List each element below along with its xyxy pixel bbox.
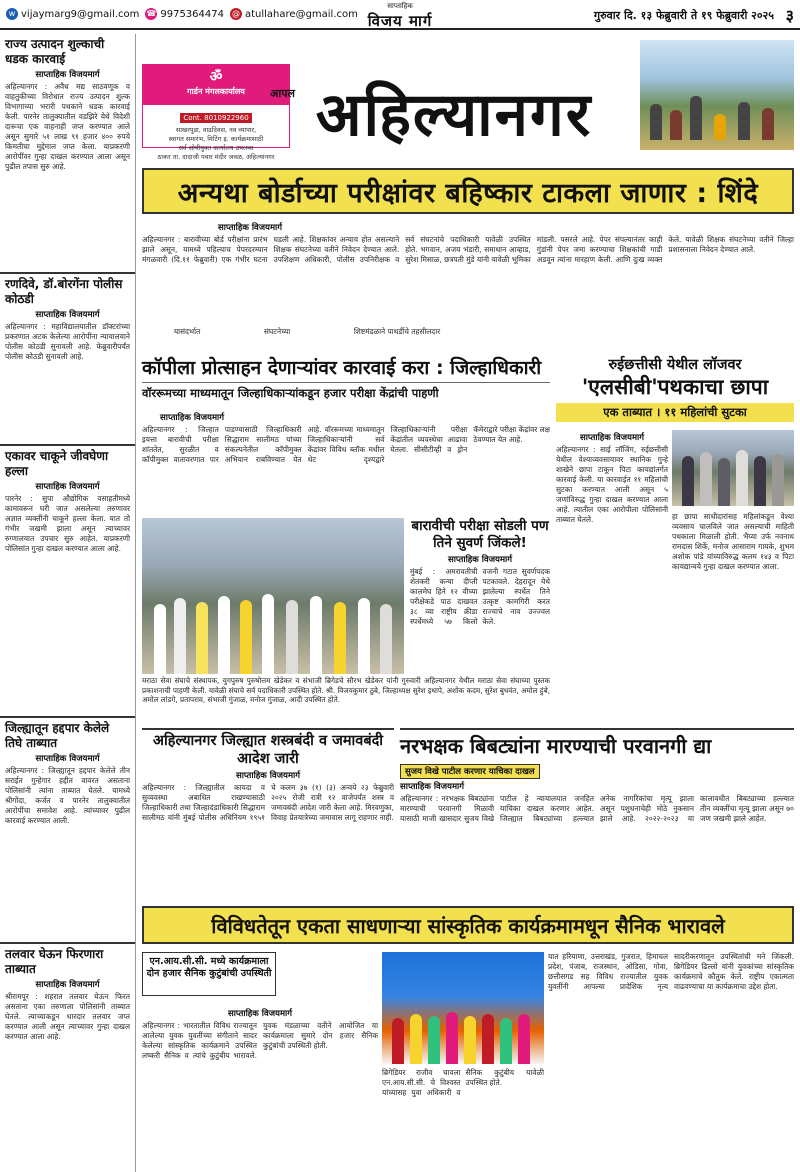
culture-story-body: साप्ताहिक विजयमार्ग अहिल्यानगर : भारतातील विविध राज्यातून आलेल्या युवक युवतींच्या संगीताने सादर केलेल्या सांस्कृतिक कार्यक्रमाने उपस्थित लष्करी सैनिक व त्यांचे कुटुंबीय भारावले. युवक मंडळाच्या वतीने आयोजित या कार्यक्रमाला सुमारे दोन हजार सैनिक कुटुंबांची उपस्थिती होती. [142, 1009, 378, 1060]
left-story-2: रणदिवे, डॉ.बोरगेंना पोलीस कोठडी साप्ताहिक विजयमार्ग अहिल्यानगर : महाविद्यालयातील डॉक्टरांच्या प्रकरणात अटक केलेल्या आरोपींना न्यायालयाने पोलीस कोठडी सुनावली आहे. फेब्रुवारीपर्यंत पोलीस कोठडी सुनावली आहे. [0, 274, 135, 446]
issue-date: गुरुवार दि. १३ फेब्रुवारी ते १९ फेब्रुवारी २०२५ [593, 9, 774, 22]
culture-story-body-2: ब्रिगेडियर राजीव चावला एन.आय.सी.सी. चे विश्वस्त यांच्यासह युवा अधिकारी व सैनिक कुटुंबीय यावेळी उपस्थित होते. [382, 1068, 544, 1097]
advertisement: ॐ गार्डन मंगलकार्यालय Cont. 8010922960 साखरपुडा, वाढदिवस, नव व्यापार, स्वागत समारंभ, मिटिंग इ. कार्यक्रमासाठी सर्व सोयीयुक्त कार्यालय उपलब्ध ठाकर ता. दादाजी पवार मंदीर जवळ, अहिल्यानगर [142, 64, 290, 148]
masthead: साप्ताहिक विजय मार्ग [320, 2, 480, 28]
left-story-title: रणदिवे, डॉ.बोरगेंना पोलीस कोठडी [5, 277, 123, 306]
left-story-title: राज्य उत्पादन शुल्काची धडक कारवाई [5, 37, 105, 66]
email-2: @ atullahare@gmail.com [231, 8, 358, 20]
phone-icon: ☎ [146, 9, 157, 18]
left-story-1: राज्य उत्पादन शुल्काची धडक कारवाई साप्ताहिक विजयमार्ग अहिल्यानगर : अवैध मद्य साठवणूक व वाहतुकीच्या विरोधात राज्य उत्पादन शुल्क विभागाच्या भरारी पथकाने धडक कारवाई केली. पारनेर तालुक्यातील वडझिरे येथे विदेशी दारूचा एक वाहनाही जप्त करण्यात आले असून सुमारे ५१ लाख ९१ हजार ४०० रुपये किमतीचा मुद्देमाल जप्त केला. याप्रकरणी आरोपींवर गुन्हा दाखल करण्यात आला असून पुढील तपास सुरु आहे. [0, 34, 135, 274]
event-photo [142, 518, 404, 674]
arms-headline: अहिल्यानगर जिल्ह्यात शस्त्रबंदी व जमावबंदी आदेश जारी [152, 733, 384, 767]
left-story-3: एकावर चाकूने जीवघेणा हल्ला साप्ताहिक विजयमार्ग पारनेर : सुपा औद्योगिक वसाहतीमध्ये कामावरून घरी जात असलेल्या तरुणावर अज्ञात व्यक्तींनी चाकूने हल्ला केला. यात तो गंभीर जखमी झाला असून त्याच्यावर रुग्णालयात उपचार सुरु आहेत. याप्रकरणी पोलिसांत गुन्हा दाखल करण्यात आला आहे. [0, 446, 135, 718]
right-headline: 'एलसीबी'पथकाचा छापा [581, 375, 769, 399]
lead-text: अहिल्यानगर : बारावीच्या बोर्ड परीक्षांना प्रारंभ झाले असून, यामध्ये पहिल्याच पेपरदरम्यान मंगळवारी (दि.११ फेब्रुवारी) एक गंभीर घटना घडली आहे. शिक्षकांवर अन्याय होत असल्याने शिक्षक संघटनेच्या वतीने निवेदन देण्यात आले. उपशिक्षण अधिकारी, पोलीस उपनिरीक्षक व सर्व संघटनांचे पदाधिकारी यावेळी उपस्थित होते. भगवान, अजय भंडारी, समाधान आव्हाड, सुरेश मिसाळ, छत्रपती मुंडे यांनी यावेळी भूमिका मांडली. पसरले आहे. पेपर संपल्यानंतर काही गुंडांनी पेपर जमा करण्याचा शिक्षकांची गाडी अडवून त्यांना मारहाण केली. आणि दुःख व्यक्त केले. यावेळी शिक्षक संघटनेच्या वतीने जिल्हा प्रशासनाला निवेदन देण्यात आले. [142, 235, 794, 264]
email-1: w vijaymarg9@gmail.com [6, 8, 139, 20]
lead-story: साप्ताहिक विजयमार्ग अहिल्यानगर : बारावीच्या बोर्ड परीक्षांना प्रारंभ झाले असून, यामध्ये पहिल्याच पेपरदरम्यान मंगळवारी (दि.११ फेब्रुवारी) एक गंभीर घटना घडली आहे. शिक्षकांवर अन्याय होत असल्याने शिक्षक संघटनेच्या वतीने निवेदन देण्यात आले. उपशिक्षण अधिकारी, पोलीस उपनिरीक्षक व सर्व संघटनांचे पदाधिकारी यावेळी उपस्थित होते. भगवान, अजय भंडारी, समाधान आव्हाड, सुरेश मिसाळ, छत्रपती मुंडे यांनी यावेळी भूमिका मांडली. पसरले आहे. पेपर संपल्यानंतर काही गुंडांनी पेपर जमा करण्याचा शिक्षकांची गाडी अडवून त्यांना मारहाण केली. आणि दुःख व्यक्त केले. यावेळी शिक्षक संघटनेच्या वतीने जिल्हा प्रशासनाला निवेदन देण्यात आले. यासंदर्भात संघटनेच्या शिष्टमंडळाने पाथर्डीचे तहसीलदार [142, 223, 794, 336]
phone: ☎ 9975364474 [146, 8, 224, 20]
left-story-title: तलवार घेऊन फिरणारा ताब्यात [5, 947, 104, 976]
culture-headline: विविधतेतून एकता साधणाऱ्या सांस्कृतिक कार्यक्रमामधून सैनिक भारावले [211, 913, 725, 938]
boxed-headline: बारावीची परीक्षा सोडली पण तिने सुवर्ण जिंकले! [411, 518, 549, 551]
culture-stage-photo [382, 952, 544, 1064]
leopard-badge: सुजय विखे पाटील करणार याचिका दाखल [400, 764, 540, 779]
masthead-brand: विजय मार्ग [367, 12, 433, 30]
culture-quote-box: एन.आय.सी.सी. मध्ये कार्यक्रमाला दोन हजार सैनिक कुटुंबांची उपस्थिती [142, 952, 276, 996]
leopard-headline: नरभक्षक बिबट्यांना मारण्याची परवानगी द्या [400, 734, 712, 758]
ad-contact: Cont. 8010922960 [180, 113, 251, 123]
right-strip: एक ताब्यात । ११ महिलांची सुटका [556, 403, 794, 422]
left-story-5: तलवार घेऊन फिरणारा ताब्यात साप्ताहिक विजयमार्ग श्रीरामपूर : शहरात तलवार घेऊन फिरत असताना एका तरुणाला पोलिसांनी ताब्यात घेतले. त्याच्याकडून धारदार तलवार जप्त करण्यात आली असून त्याच्यावर गुन्हा दाखल करण्यात आला आहे. [5, 947, 130, 1041]
mid-story-header [142, 354, 550, 401]
left-story-title: एकावर चाकूने जीवघेणा हल्ला [5, 449, 109, 478]
left-story-title: जिल्ह्यातून हद्दपार केलेले तिघे ताब्यात [5, 721, 110, 750]
photo-caption: मराठा सेवा संघाचे संस्थापक, युगपुरुष पुरुषोत्तम खेडेकर व संभाजी ब्रिगेडचे सौरभ खेडेकर यांनी गुरुवारी अहिल्यानगर येथील मराठा सेवा संघाच्या पुस्तक प्रकाशनाची पाहणी केली. यावेळी संघाचे सर्व पदाधिकारी उपस्थित होते. श्री. विजयकुमार ठुबे, जिल्हाध्यक्ष सुरेश इथापे, अशोक कदम, सुरेश बुधवंत, अमोल हुंबे, अमोल लांडगे, प्रतापराव, संभाजी गुंजाळ, मनोज गुंजाळ, आदी उपस्थित होते. [142, 676, 550, 704]
header-photo-collage [640, 40, 794, 150]
page-name: आपल अहिल्यानगर [264, 80, 644, 150]
om-icon: ॐ [209, 69, 223, 85]
arms-ban-story: अहिल्यानगर जिल्ह्यात शस्त्रबंदी व जमावबंदी आदेश जारी साप्ताहिक विजयमार्ग अहिल्यानगर : जिल्ह्यातील कायदा व सुव्यवस्था अबाधित राखण्यासाठी जिल्हाधिकारी तथा जिल्हादंडाधिकारी सिद्धाराम सालीमठ यांनी मुंबई पोलीस अधिनियम १९५१ चे कलम ३७ (१) (३) अन्वये २३ फेब्रुवारी २०२५ रोजी रात्री १२ वाजेपर्यंत शस्त्र व जमावबंदी आदेश जारी केला आहे. मिरवणुका, विवाह प्रेतयात्रेच्या जमावास लागू राहणार नाही. [142, 728, 394, 900]
web-icon: w [6, 8, 18, 20]
page-number: ३ [785, 6, 794, 25]
lead-headline: अन्यथा बोर्डाच्या परीक्षांवर बहिष्कार टाकला जाणार : शिंदे [177, 177, 759, 209]
left-column [0, 34, 136, 1172]
lead-headline-banner [142, 168, 794, 214]
page-name-title: अहिल्यानगर [315, 80, 593, 150]
mid-story-body: साप्ताहिक विजयमार्ग अहिल्यानगर : जिल्हात इयत्ता बारावीची परीक्षा शांततेत, सुरळीत व कॉपीमुक्त वातावरणात पार पाडण्यासाठी जिल्हाधिकारी सिद्धाराम सालीमठ यांच्या संकल्पनेतील कॉपीमुक्त अभियान राबविण्यात येत आहे. वॉररूमच्या माध्यमातून जिल्हाधिकाऱ्यांनी सर्व केंद्रांवर विविध ब्लॉक मधील थेट दृश्यद्वारे जिल्हाधिकाऱ्यांनी परीक्षा केंद्रांतील व्यवस्थेचा आढावा घेतला. सीसीटीव्ही व ड्रोन कॅमेराद्वारे परीक्षा केंद्रांवर लक्ष ठेवण्यात येत आहे. [142, 413, 550, 464]
mid-subhead: वॉररूमच्या माध्यमातून जिल्हाधिकाऱ्यांकडून हजार परीक्षा केंद्रांची पाहणी [142, 386, 439, 400]
right-story-body: साप्ताहिक विजयमार्ग अहिल्यानगर : साई लॉजिंग, रुईछत्तीसी येथील वेश्याव्यवसायावर स्थानिक गुन्हे शाखेने छापा टाकून पिटा कायद्यांतर्गत कारवाई केली. या कारवाईत ११ महिलांची सुटका करण्यात आली असून ५ जणांविरुद्ध गुन्हा दाखल करण्यात आला आहे. त्यातील एका आरोपीला पोलिसांनी ताब्यात घेतले. [556, 433, 668, 524]
culture-headline-banner [142, 906, 794, 944]
culture-story-body-3: यात हरियाणा, उत्तराखंड, गुजरात, हिमाचल प्रदेश, पंजाब, राजस्थान, ओडिसा, गोवा, छत्तीसगड सह विविध राज्यातील युवक युवतींनी आपल्या प्रादेशिक नृत्य सादरीकरणातून उपस्थितांची मने जिंकली. ब्रिगेडियर ढिल्लो यांनी युवकांच्या सांस्कृतिक कार्यक्रमाचे कौतुक केले. राष्ट्रीय एकात्मता वाढवण्याचा या कार्यक्रमाचा उद्देश होता. [548, 952, 794, 991]
top-bar [0, 0, 800, 30]
left-story-4: जिल्ह्यातून हद्दपार केलेले तिघे ताब्यात साप्ताहिक विजयमार्ग अहिल्यानगर : जिल्ह्यातून हद्दपार केलेले तीन सराईत गुन्हेगार हद्दीत वावरत असताना पोलिसांनी त्यांना ताब्यात घेतले. यामध्ये श्रीगोंदा, कर्जत व पारनेर तालुक्यातील आरोपींचा समावेश आहे. त्यांच्यावर पुढील कारवाई करण्यात आली. [0, 718, 135, 944]
right-story-body-2: हा छापा साधीदारांसह महिलांकडून वेश्या व्यवसाय चालविले जात असल्याची माहिती पथकाला मिळाली होती. भैय्या उर्फ नवनाथ रामदास शिर्के, मनोज आसाराम गायके, शुभम अशोक पांडे यांच्याविरुद्ध कलम १४३ व पिटा कायद्यान्वये गुन्हा दाखल करण्यात आला. [672, 512, 794, 571]
lodge-raid-photo [672, 430, 794, 506]
right-story-header: रुईछत्तीसी येथील लॉजवर 'एलसीबी'पथकाचा छापा एक ताब्यात । ११ महिलांची सुटका [556, 354, 794, 422]
mail-icon: @ [231, 9, 240, 18]
leopard-story: नरभक्षक बिबट्यांना मारण्याची परवानगी द्या सुजय विखे पाटील करणार याचिका दाखल साप्ताहिक विजयमार्ग अहिल्यानगर : नरभक्षक बिबट्यांना मारण्याची परवानगी मिळावी यासाठी माजी खासदार सुजय विखे पाटील हे न्यायालयात जनहित याचिका दाखल करणार आहेत. जिल्ह्यात बिबट्यांच्या हल्ल्यात अनेक नागरिकांचा मृत्यू झाला असून पशुधनाचेही मोठे नुकसान झाले आहे. २०२२-२०२३ या कालावधीत बिबट्याच्या हल्ल्यात तीन व्यक्तींचा मृत्यू झाला असून ७० जण जखमी झाले आहेत. [400, 728, 794, 900]
boxed-story: बारावीची परीक्षा सोडली पण तिने सुवर्ण जिंकले! साप्ताहिक विजयमार्ग मुंबई : अमरावतीची शेतकरी कन्या दीप्ती कालमेघ हिने १२ वीच्या परीक्षेकडे पाठ दाखवत ३८ व्या राष्ट्रीय क्रीडा स्पर्धेमध्ये ५७ किलो वजनी गटात सुवर्णपदक पटकावले. देहरादून येथे झालेल्या स्पर्धेत तिने उत्कृष्ट कामगिरी करत राज्याचे नाव उज्ज्वल केले. [410, 518, 550, 626]
mid-headline: कॉपीला प्रोत्साहन देणाऱ्यांवर कारवाई करा : जिल्हाधिकारी [142, 354, 550, 383]
